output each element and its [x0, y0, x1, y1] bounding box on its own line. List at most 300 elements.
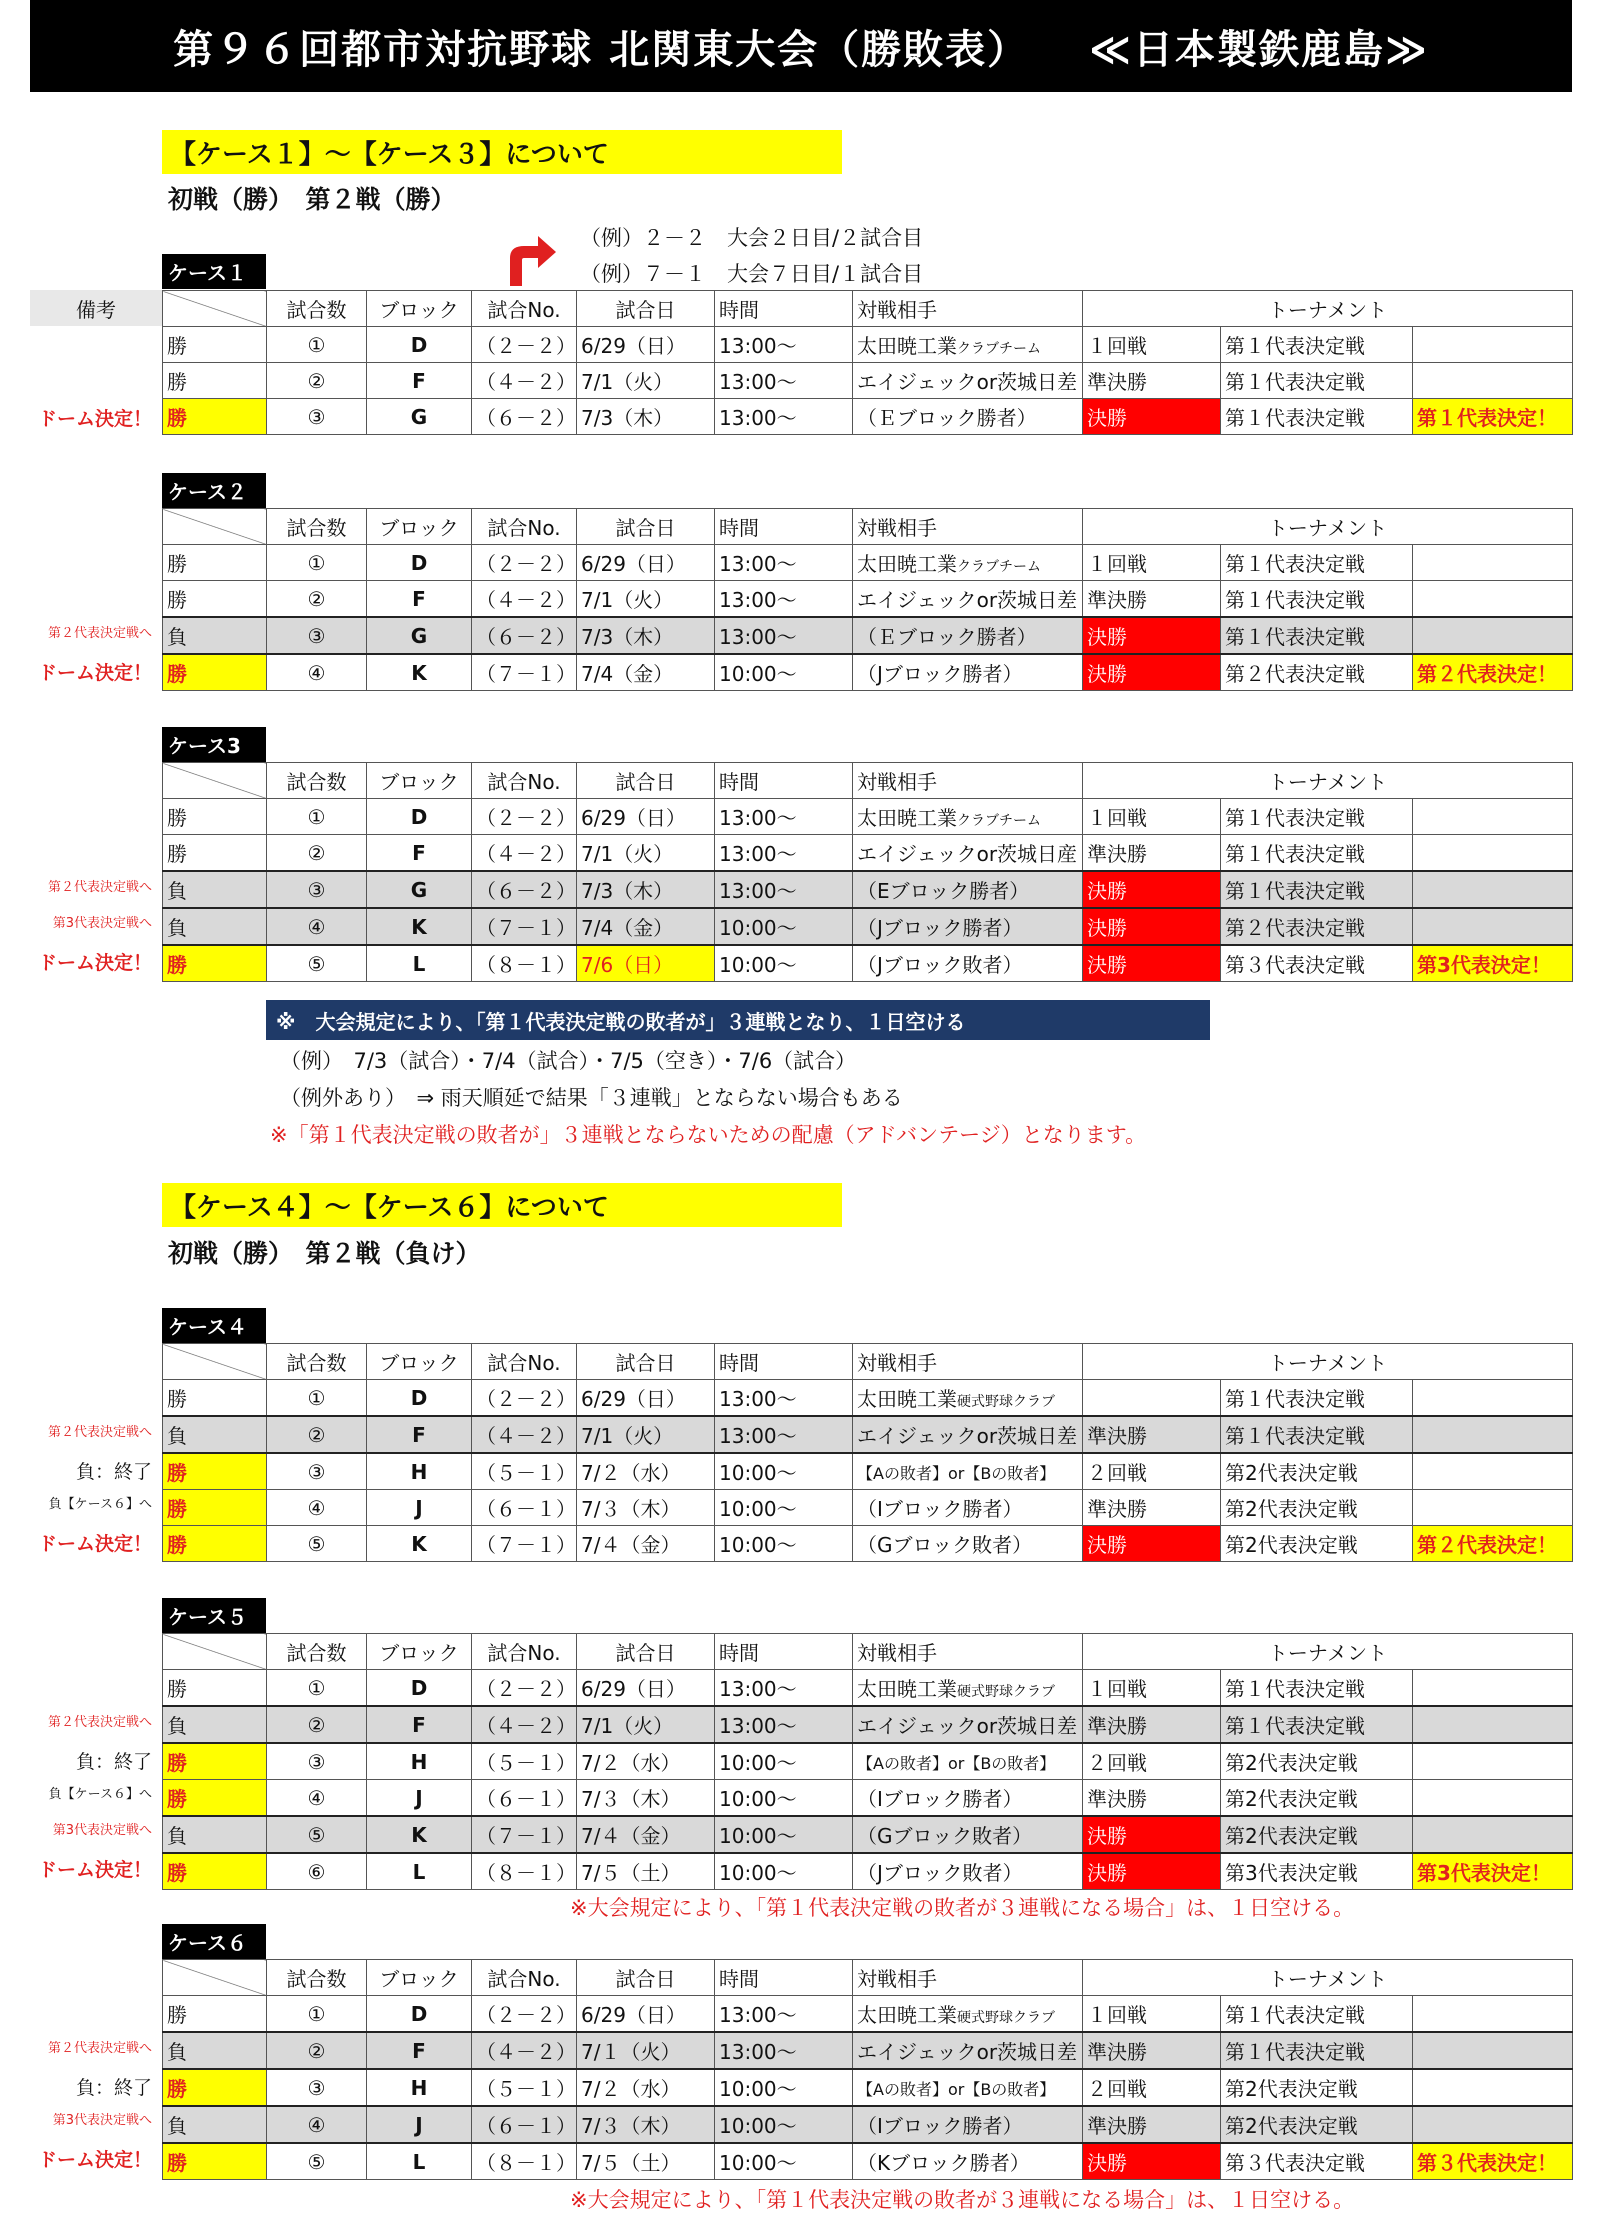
game-time: 10:00～: [715, 1453, 853, 1490]
game-count: ①: [267, 1996, 367, 2033]
table-row: [163, 945, 1573, 982]
block-cell: L: [367, 2143, 472, 2180]
game-date: 7/２（水）: [577, 2069, 715, 2106]
result-cell: 勝: [163, 1780, 267, 1817]
round-cell: 決勝: [1083, 945, 1221, 982]
result-cell: 勝: [163, 1853, 267, 1890]
advance-cell: [1413, 2106, 1573, 2143]
row-remark: ドーム決定！: [37, 1859, 152, 1881]
opponent-name: （Iブロック勝者）: [857, 1497, 1023, 1521]
game-count: ⑤: [267, 1816, 367, 1853]
game-time: 10:00～: [715, 2106, 853, 2143]
table-row: [163, 617, 1573, 654]
round-cell: １回戦: [1083, 327, 1221, 363]
decision-game: 第１代表決定戦: [1221, 1706, 1413, 1743]
opponent-cell: [853, 1380, 1083, 1417]
round-cell: 準決勝: [1083, 581, 1221, 618]
game-count: ②: [267, 1706, 367, 1743]
header-date: 試合日: [577, 1960, 715, 1996]
result-cell: 負: [163, 2032, 267, 2069]
game-time: 10:00～: [715, 1526, 853, 1562]
game-time: 10:00～: [715, 945, 853, 982]
game-time: 13:00～: [715, 1706, 853, 1743]
table-row: [163, 1416, 1573, 1453]
game-number: （６－２）: [472, 617, 577, 654]
header-tournament: トーナメント: [1083, 1344, 1573, 1380]
table-row: [163, 908, 1573, 945]
result-cell: 勝: [163, 1670, 267, 1707]
row-remark: 第２代表決定戦へ: [47, 626, 152, 641]
block-cell: H: [367, 1453, 472, 1490]
header-opponent: 対戦相手: [853, 763, 1083, 799]
round-cell: 決勝: [1083, 1816, 1221, 1853]
opponent-name: 太田暁工業: [857, 806, 957, 830]
decision-game: 第１代表決定戦: [1221, 399, 1413, 435]
opponent-cell: [853, 1490, 1083, 1526]
opponent-cell: [853, 2069, 1083, 2106]
game-count: ①: [267, 327, 367, 363]
round-cell: 決勝: [1083, 654, 1221, 691]
game-count: ③: [267, 617, 367, 654]
round-cell: １回戦: [1083, 799, 1221, 835]
decision-game: 第3代表決定戦: [1221, 1853, 1413, 1890]
result-cell: 勝: [163, 399, 267, 435]
game-date: 7/3（木）: [577, 617, 715, 654]
header-no: 試合No.: [472, 291, 577, 327]
round-cell: 準決勝: [1083, 2106, 1221, 2143]
block-cell: L: [367, 945, 472, 982]
game-count: ④: [267, 1780, 367, 1817]
opponent-cell: [853, 1416, 1083, 1453]
advance-cell: [1413, 1490, 1573, 1526]
game-count: ②: [267, 363, 367, 399]
game-number: （４－２）: [472, 835, 577, 872]
opponent-name: （Kブロック勝者）: [857, 2151, 1030, 2175]
game-date: 7/3（木）: [577, 871, 715, 908]
result-cell: 負: [163, 1816, 267, 1853]
opponent-cell: [853, 1816, 1083, 1853]
section2-subheading: 初戦（勝） 第２戦（負け）: [168, 1239, 481, 1268]
header-row: [163, 763, 1573, 799]
advance-cell: [1413, 1416, 1573, 1453]
opponent-name: エイジェックor茨城日差: [857, 1714, 1078, 1738]
table-row: [163, 871, 1573, 908]
decision-game: 第１代表決定戦: [1221, 2032, 1413, 2069]
game-number: （６－１）: [472, 1780, 577, 1817]
row-remark: 負【ケース６】へ: [48, 1497, 152, 1512]
section1-subheading: 初戦（勝） 第２戦（勝）: [168, 185, 456, 214]
result-cell: 負: [163, 2106, 267, 2143]
opponent-cell: [853, 1743, 1083, 1780]
diagonal-cell: [163, 509, 267, 545]
header-tournament: トーナメント: [1083, 763, 1573, 799]
row-remark: 負：終了: [75, 2077, 152, 2099]
decision-game: 第１代表決定戦: [1221, 1416, 1413, 1453]
game-number: （４－２）: [472, 581, 577, 618]
block-cell: J: [367, 1490, 472, 1526]
decision-game: 第１代表決定戦: [1221, 1380, 1413, 1417]
game-number: （２－２）: [472, 545, 577, 581]
decision-game: 第１代表決定戦: [1221, 835, 1413, 872]
advance-cell: [1413, 835, 1573, 872]
diagonal-cell: [163, 1344, 267, 1380]
row-remark: 第3代表決定戦へ: [52, 1823, 152, 1838]
round-cell: 準決勝: [1083, 1706, 1221, 1743]
c4-table: [162, 1343, 1573, 1562]
advance-cell: [1413, 1996, 1573, 2033]
decision-game: 第１代表決定戦: [1221, 1670, 1413, 1707]
game-date: 7/6（日）: [577, 945, 715, 982]
table-row: [163, 654, 1573, 691]
game-number: （６－２）: [472, 399, 577, 435]
header-row: [163, 509, 1573, 545]
game-time: 10:00～: [715, 2069, 853, 2106]
header-block: ブロック: [367, 1960, 472, 1996]
header-count: 試合数: [267, 1960, 367, 1996]
advance-cell: 第１代表決定！: [1413, 399, 1573, 435]
opponent-name: （Gブロック敗者）: [857, 1533, 1033, 1557]
round-cell: ２回戦: [1083, 2069, 1221, 2106]
table-row: [163, 799, 1573, 835]
advance-cell: [1413, 871, 1573, 908]
game-time: 13:00～: [715, 799, 853, 835]
decision-game: 第１代表決定戦: [1221, 871, 1413, 908]
opponent-cell: [853, 327, 1083, 363]
round-cell: 準決勝: [1083, 1490, 1221, 1526]
block-cell: D: [367, 327, 472, 363]
game-number: （８－１）: [472, 2143, 577, 2180]
advance-cell: [1413, 1380, 1573, 1417]
opponent-name: （Jブロック敗者）: [857, 1861, 1023, 1885]
game-number: （７－１）: [472, 654, 577, 691]
opponent-name: エイジェックor茨城日差: [857, 588, 1078, 612]
advance-cell: [1413, 327, 1573, 363]
table-row: [163, 1670, 1573, 1707]
opponent-cell: [853, 545, 1083, 581]
game-time: 10:00～: [715, 1743, 853, 1780]
header-time: 時間: [715, 291, 853, 327]
block-cell: G: [367, 399, 472, 435]
game-date: 7/3（木）: [577, 399, 715, 435]
game-number: （６－１）: [472, 2106, 577, 2143]
round-cell: 準決勝: [1083, 363, 1221, 399]
game-number: （２－２）: [472, 799, 577, 835]
opponent-team-type: クラブチーム: [957, 341, 1041, 357]
round-cell: １回戦: [1083, 1670, 1221, 1707]
table-row: [163, 1453, 1573, 1490]
opponent-name: （Eブロック勝者）: [857, 879, 1030, 903]
row-remark: ドーム決定！: [37, 408, 152, 430]
opponent-name: 太田暁工業: [857, 552, 957, 576]
block-cell: G: [367, 871, 472, 908]
opponent-cell: [853, 581, 1083, 618]
game-number: （７－１）: [472, 1526, 577, 1562]
round-cell: 決勝: [1083, 871, 1221, 908]
opponent-name: （Jブロック敗者）: [857, 953, 1023, 977]
diagonal-cell: [163, 763, 267, 799]
opponent-team-type: 硬式野球クラブ: [957, 1394, 1055, 1410]
game-time: 13:00～: [715, 399, 853, 435]
game-number: （７－１）: [472, 908, 577, 945]
opponent-cell: [853, 363, 1083, 399]
decision-game: 第３代表決定戦: [1221, 945, 1413, 982]
table-row: [163, 581, 1573, 618]
example-line-2: （例）７－１ 大会７日目/１試合目: [580, 262, 924, 286]
result-cell: 負: [163, 908, 267, 945]
opponent-name: 太田暁工業: [857, 334, 957, 358]
block-cell: D: [367, 545, 472, 581]
game-count: ②: [267, 2032, 367, 2069]
block-cell: K: [367, 654, 472, 691]
game-count: ①: [267, 545, 367, 581]
round-cell: [1083, 1380, 1221, 1417]
block-cell: J: [367, 2106, 472, 2143]
row-remark: 第２代表決定戦へ: [47, 1425, 152, 1440]
opponent-name: 太田暁工業: [857, 1387, 957, 1411]
game-date: 6/29（日）: [577, 327, 715, 363]
opponent-name: エイジェックor茨城日差: [857, 2040, 1078, 2064]
opponent-cell: [853, 1670, 1083, 1707]
header-tournament: トーナメント: [1083, 1634, 1573, 1670]
row-remark: ドーム決定！: [37, 2149, 152, 2171]
rule-example-1: （例） 7/3（試合）・7/4（試合）・7/5（空き）・7/6（試合）: [280, 1049, 857, 1073]
header-time: 時間: [715, 1960, 853, 1996]
result-cell: 勝: [163, 835, 267, 872]
table-row: [163, 2069, 1573, 2106]
game-time: 10:00～: [715, 1780, 853, 1817]
game-number: （２－２）: [472, 1996, 577, 2033]
game-count: ③: [267, 399, 367, 435]
decision-game: 第１代表決定戦: [1221, 1996, 1413, 2033]
opponent-name: 【Aの敗者】or【Bの敗者】: [857, 1463, 1056, 1483]
header-no: 試合No.: [472, 1344, 577, 1380]
block-cell: D: [367, 1380, 472, 1417]
header-count: 試合数: [267, 509, 367, 545]
example-line-1: （例）２－２ 大会２日目/２試合目: [580, 226, 924, 250]
row-remark: 負：終了: [75, 1461, 152, 1483]
opponent-cell: [853, 799, 1083, 835]
game-count: ④: [267, 908, 367, 945]
block-cell: L: [367, 1853, 472, 1890]
opponent-cell: [853, 617, 1083, 654]
advance-cell: [1413, 799, 1573, 835]
round-cell: 準決勝: [1083, 1780, 1221, 1817]
decision-game: 第2代表決定戦: [1221, 1526, 1413, 1562]
decision-game: 第１代表決定戦: [1221, 363, 1413, 399]
block-cell: K: [367, 1526, 472, 1562]
block-cell: F: [367, 1706, 472, 1743]
game-count: ③: [267, 2069, 367, 2106]
header-row: [163, 291, 1573, 327]
c3-table: [162, 762, 1573, 982]
header-no: 試合No.: [472, 1960, 577, 1996]
game-count: ②: [267, 581, 367, 618]
block-cell: F: [367, 363, 472, 399]
table-row: [163, 1853, 1573, 1890]
c3-tab: ケース3: [162, 727, 266, 762]
opponent-team-type: 硬式野球クラブ: [957, 1684, 1055, 1700]
header-block: ブロック: [367, 1634, 472, 1670]
row-remark: ドーム決定！: [37, 1533, 152, 1555]
header-time: 時間: [715, 1634, 853, 1670]
game-date: 7/２（水）: [577, 1453, 715, 1490]
game-time: 13:00～: [715, 617, 853, 654]
header-date: 試合日: [577, 1634, 715, 1670]
result-cell: 負: [163, 617, 267, 654]
result-cell: 勝: [163, 1743, 267, 1780]
game-time: 13:00～: [715, 1670, 853, 1707]
row-remark: 第3代表決定戦へ: [52, 2113, 152, 2128]
case6-footnote: ※大会規定により、「第１代表決定戦の敗者が３連戦になる場合」は、１日空ける。: [570, 2188, 1355, 2212]
game-date: 7/２（水）: [577, 1743, 715, 1780]
game-count: ⑤: [267, 1526, 367, 1562]
game-number: （８－１）: [472, 1853, 577, 1890]
opponent-name: 太田暁工業: [857, 1677, 957, 1701]
table-row: [163, 545, 1573, 581]
advance-cell: [1413, 1780, 1573, 1817]
decision-game: 第３代表決定戦: [1221, 2143, 1413, 2180]
opponent-name: 【Aの敗者】or【Bの敗者】: [857, 2079, 1056, 2099]
c5-table: [162, 1633, 1573, 1890]
result-cell: 勝: [163, 327, 267, 363]
header-date: 試合日: [577, 1344, 715, 1380]
opponent-name: （Jブロック勝者）: [857, 662, 1023, 686]
block-cell: F: [367, 2032, 472, 2069]
round-cell: 準決勝: [1083, 1416, 1221, 1453]
header-row: [163, 1344, 1573, 1380]
decision-game: 第１代表決定戦: [1221, 545, 1413, 581]
page-title: 第９６回都市対抗野球 北関東大会（勝敗表）: [173, 26, 1030, 73]
game-date: 6/29（日）: [577, 545, 715, 581]
case5-footnote: ※大会規定により、「第１代表決定戦の敗者が３連戦になる場合」は、１日空ける。: [570, 1896, 1355, 1920]
advance-cell: [1413, 1816, 1573, 1853]
game-count: ④: [267, 1490, 367, 1526]
game-number: （２－２）: [472, 1670, 577, 1707]
round-cell: 決勝: [1083, 2143, 1221, 2180]
result-cell: 負: [163, 871, 267, 908]
opponent-cell: [853, 1706, 1083, 1743]
result-cell: 負: [163, 1706, 267, 1743]
block-cell: G: [367, 617, 472, 654]
game-time: 13:00～: [715, 581, 853, 618]
advance-cell: 第3代表決定！: [1413, 945, 1573, 982]
result-cell: 勝: [163, 1453, 267, 1490]
game-number: （２－２）: [472, 327, 577, 363]
block-cell: D: [367, 799, 472, 835]
block-cell: K: [367, 908, 472, 945]
game-date: 7/４（金）: [577, 1816, 715, 1853]
advance-cell: 第２代表決定！: [1413, 654, 1573, 691]
row-remark: 負【ケース６】へ: [48, 1787, 152, 1802]
game-number: （５－１）: [472, 1743, 577, 1780]
decision-game: 第２代表決定戦: [1221, 908, 1413, 945]
block-cell: H: [367, 1743, 472, 1780]
game-time: 13:00～: [715, 1996, 853, 2033]
table-row: [163, 1780, 1573, 1817]
section1-heading: 【ケース１】～【ケース３】について: [162, 130, 842, 174]
header-block: ブロック: [367, 291, 472, 327]
table-row: [163, 1526, 1573, 1562]
game-date: 7/4（金）: [577, 908, 715, 945]
opponent-team-type: 硬式野球クラブ: [957, 2010, 1055, 2026]
header-opponent: 対戦相手: [853, 291, 1083, 327]
game-number: （５－１）: [472, 1453, 577, 1490]
advance-cell: 第２代表決定！: [1413, 1526, 1573, 1562]
header-opponent: 対戦相手: [853, 509, 1083, 545]
table-row: [163, 1743, 1573, 1780]
game-time: 13:00～: [715, 1416, 853, 1453]
advance-cell: [1413, 1706, 1573, 1743]
decision-game: 第１代表決定戦: [1221, 799, 1413, 835]
decision-game: 第2代表決定戦: [1221, 1816, 1413, 1853]
advance-cell: [1413, 2069, 1573, 2106]
header-date: 試合日: [577, 291, 715, 327]
advance-cell: [1413, 1453, 1573, 1490]
advance-cell: [1413, 1743, 1573, 1780]
header-no: 試合No.: [472, 1634, 577, 1670]
game-time: 13:00～: [715, 835, 853, 872]
round-cell: 決勝: [1083, 1526, 1221, 1562]
opponent-name: （Iブロック勝者）: [857, 2114, 1023, 2138]
game-number: （８－１）: [472, 945, 577, 982]
block-cell: H: [367, 2069, 472, 2106]
remarks-header: 備考: [30, 290, 162, 326]
arrow-icon: [500, 228, 560, 288]
block-cell: J: [367, 1780, 472, 1817]
header-no: 試合No.: [472, 509, 577, 545]
game-time: 13:00～: [715, 2032, 853, 2069]
opponent-cell: [853, 1996, 1083, 2033]
game-time: 13:00～: [715, 363, 853, 399]
header-block: ブロック: [367, 1344, 472, 1380]
decision-game: 第2代表決定戦: [1221, 2106, 1413, 2143]
opponent-cell: [853, 871, 1083, 908]
table-row: [163, 399, 1573, 435]
game-date: 7/４（金）: [577, 1526, 715, 1562]
table-row: [163, 327, 1573, 363]
opponent-name: （Gブロック敗者）: [857, 1824, 1033, 1848]
opponent-cell: [853, 945, 1083, 982]
advance-cell: [1413, 617, 1573, 654]
header-count: 試合数: [267, 1634, 367, 1670]
advance-cell: [1413, 545, 1573, 581]
opponent-cell: [853, 1853, 1083, 1890]
opponent-name: エイジェックor茨城日差: [857, 370, 1078, 394]
result-cell: 勝: [163, 1490, 267, 1526]
opponent-name: （Jブロック勝者）: [857, 916, 1023, 940]
advance-cell: 第３代表決定！: [1413, 2143, 1573, 2180]
opponent-name: （Ｅブロック勝者）: [857, 625, 1037, 649]
rule-box: ※ 大会規定により、「第１代表決定戦の敗者が」３連戦となり、１日空ける: [266, 1000, 1210, 1040]
opponent-cell: [853, 2106, 1083, 2143]
opponent-name: エイジェックor茨城日産: [857, 842, 1078, 866]
rule-example-2: （例外あり） ⇒ 雨天順延で結果「３連戦」とならない場合もある: [280, 1086, 903, 1110]
opponent-cell: [853, 1526, 1083, 1562]
c6-table: [162, 1959, 1573, 2180]
decision-game: 第2代表決定戦: [1221, 2069, 1413, 2106]
game-time: 10:00～: [715, 908, 853, 945]
game-number: （６－１）: [472, 1490, 577, 1526]
result-cell: 勝: [163, 799, 267, 835]
block-cell: D: [367, 1670, 472, 1707]
opponent-name: エイジェックor茨城日差: [857, 1424, 1078, 1448]
diagonal-cell: [163, 1960, 267, 1996]
round-cell: １回戦: [1083, 1996, 1221, 2033]
round-cell: ２回戦: [1083, 1453, 1221, 1490]
game-date: 7/３（木）: [577, 1490, 715, 1526]
round-cell: 決勝: [1083, 1853, 1221, 1890]
game-count: ④: [267, 654, 367, 691]
